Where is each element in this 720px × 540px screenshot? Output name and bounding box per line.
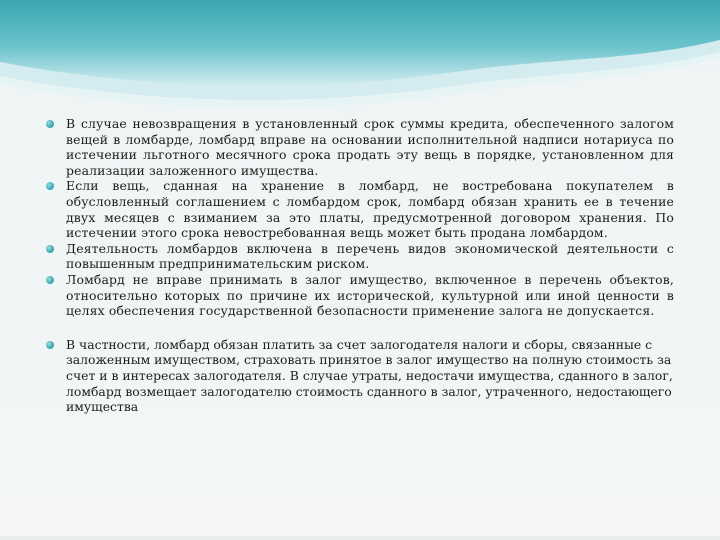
bullet-item-2 [46, 178, 674, 240]
bullet-item-1 [46, 116, 674, 178]
bullet-marker-icon [46, 276, 54, 284]
bullet-marker-icon [46, 245, 54, 253]
bullet-item-5 [46, 337, 674, 415]
bullet-text: Ломбард не вправе принимать в залог имущество, включенное в перечень объектов, относительно которых по причине их исторической, культурной или иной ценности в целях обеспечения государственной безопасности применение залога не допускается. [66, 271, 674, 319]
bullet-list [46, 116, 674, 415]
bullet-item-3 [46, 241, 674, 272]
bullet-marker-icon [46, 120, 54, 128]
bullet-text: В случае невозвращения в установленный срок суммы кредита, обеспеченного залогом вещей в ломбарде, ломбард вправе на основании исполнительной надписи нотариуса по истечении льготного месячного срока продать эту вещь в порядке, установленном для реализации заложенного имущества. [66, 116, 674, 178]
bullet-marker-icon [46, 182, 54, 190]
bullet-text: В частности, ломбард обязан платить за счет залогодателя налоги и сборы, связанные с заложенным имуществом, страховать принятое в залог имущество на полную стоимость за счет и в интересах залогодателя. В случае утраты, недостачи имущества, сданного в залог, ломбард возмещает залогодателю стоимость сданного в залог, утраченного, недостающего имущества [66, 336, 673, 415]
bottom-border [0, 536, 720, 540]
bullet-text: Деятельность ломбардов включена в перечень видов экономической деятельности с повышенным предпринимательским риском. [66, 240, 674, 272]
bullet-text: Если вещь, сданная на хранение в ломбард, не востребована покупателем в обусловленный соглашением с ломбардом срок, ломбард обязан хранить ее в течение двух месяцев с взиманием за это платы, предусмотренной договором хранения. По истечении этого срока невостребованная вещь может быть продана ломбардом. [66, 178, 674, 241]
bullet-item-4 [46, 272, 674, 319]
bullet-marker-icon [46, 341, 54, 349]
